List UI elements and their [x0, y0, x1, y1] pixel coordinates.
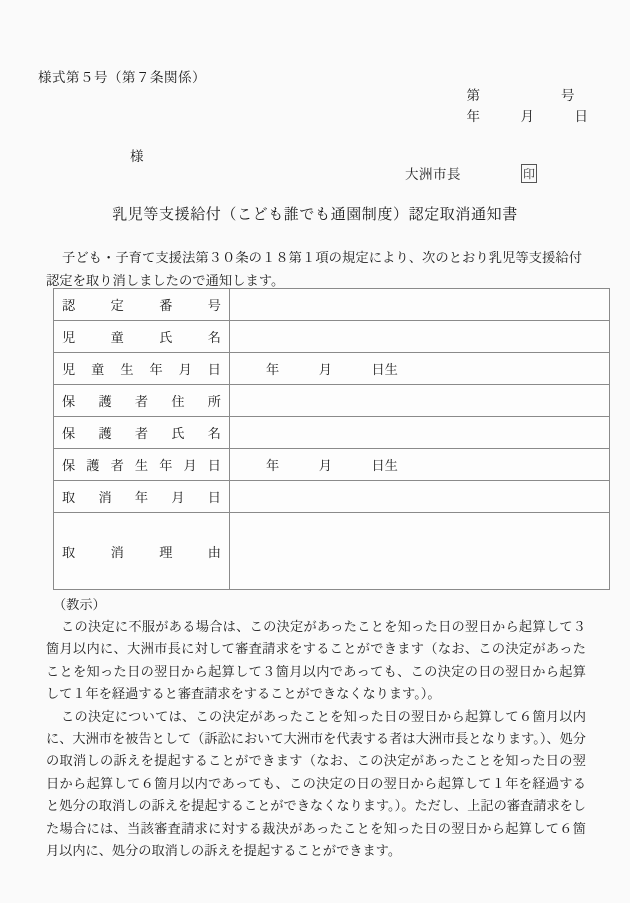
issuer-name: 大洲市長: [405, 167, 461, 182]
document-number-field: 第 号: [466, 88, 575, 103]
row-label-child-name: 児童氏名: [54, 321, 230, 353]
instructions-body: [46, 616, 586, 862]
row-label-cancellation-date: 取消年月日: [54, 481, 230, 513]
row-value-child-birthdate[interactable]: [230, 353, 610, 385]
table-row: [54, 385, 610, 417]
page-title: 乳児等支援給付（こども誰でも通園制度）認定取消通知書: [112, 207, 518, 223]
document-meta: [467, 85, 589, 127]
intro-paragraph: 子ども・子育て支援法第３０条の１８第１項の規定により、次のとおり乳児等支援給付認定を取り消しましたので通知します。: [46, 250, 582, 288]
row-value-child-name[interactable]: [230, 321, 610, 353]
instructions-heading: （教示）: [53, 597, 106, 612]
guardian-birthdate-placeholder: 年 月 日生: [266, 458, 398, 473]
table-row: [54, 289, 610, 321]
row-value-guardian-address[interactable]: [230, 385, 610, 417]
form-number: 様式第５号（第７条関係）: [38, 70, 206, 85]
row-value-guardian-birthdate[interactable]: [230, 449, 610, 481]
row-label-guardian-address: 保護者住所: [54, 385, 230, 417]
instructions-paragraph-appeal: この決定に不服がある場合は、この決定があったことを知った日の翌日から起算して３箇月以内に、大洲市長に対して審査請求をすることができます（なお、この決定があったことを知った日の翌日から起算して３箇月以内であっても、この決定の日の翌日から起算して１年を経過すると審査請求をすることができなくなります。）。: [46, 619, 586, 702]
seal-stamp-icon: 印: [521, 164, 537, 183]
table-row: [54, 353, 610, 385]
table-row: [54, 481, 610, 513]
issuer-block: [405, 163, 537, 183]
row-label-guardian-name: 保護者氏名: [54, 417, 230, 449]
table-row: [54, 321, 610, 353]
addressee-honorific: 様: [130, 149, 144, 164]
table-row: [54, 513, 610, 590]
row-label-certification-number: 認定番号: [54, 289, 230, 321]
row-value-certification-number[interactable]: [230, 289, 610, 321]
row-value-guardian-name[interactable]: [230, 417, 610, 449]
document-date-field: 年 月 日: [466, 109, 588, 124]
certification-info-table: [53, 288, 610, 590]
row-label-child-birthdate: 児童生年月日: [54, 353, 230, 385]
row-label-guardian-birthdate: 保護者生年月日: [54, 449, 230, 481]
row-value-cancellation-reason[interactable]: [230, 513, 610, 590]
child-birthdate-placeholder: 年 月 日生: [266, 362, 398, 377]
row-value-cancellation-date[interactable]: [230, 481, 610, 513]
table-row: [54, 449, 610, 481]
instructions-paragraph-litigation: この決定については、この決定があったことを知った日の翌日から起算して６箇月以内に、大洲市を被告として（訴訟において大洲市を代表する者は大洲市長となります。）、処分の取消しの訴えを提起することができます（なお、この決定があったことを知った日の翌日から起算して６箇月以内であっても、この決定の日の翌日から起算して１年を経過すると処分の取消しの訴えを提起することができなくなります。）。ただし、上記の審査請求をした場合には、当該審査請求に対する裁決があったことを知った日の翌日から起算して６箇月以内に、処分の取消しの訴えを提起することができます。: [46, 708, 586, 859]
table-row: [54, 417, 610, 449]
row-label-cancellation-reason: 取消理由: [54, 513, 230, 590]
